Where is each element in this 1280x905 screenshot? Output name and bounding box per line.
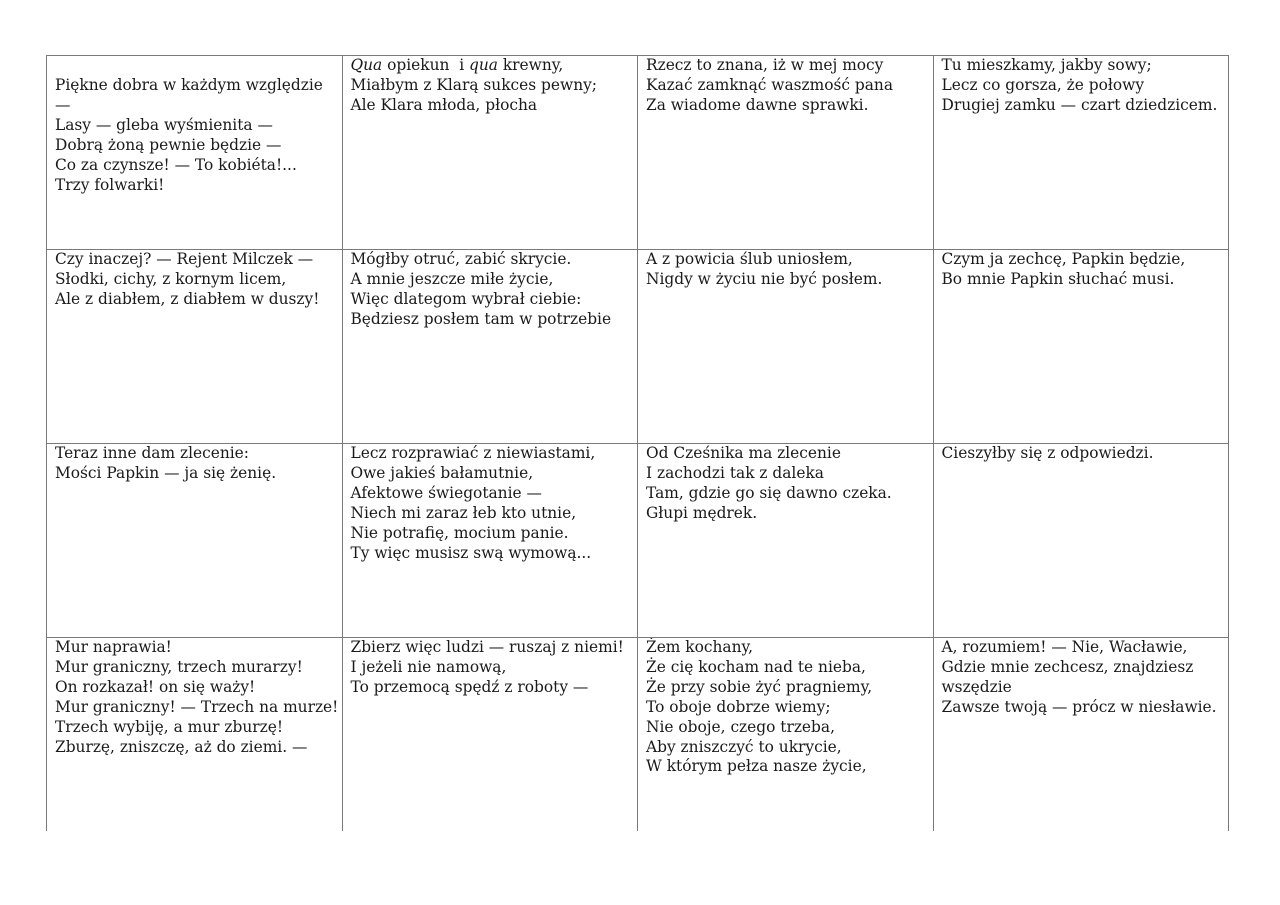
text-line: Czy inaczej? — Rejent Milczek — <box>55 250 314 268</box>
table-cell <box>933 444 1229 638</box>
table-cell <box>342 56 638 250</box>
text-line: Kazać zamknąć waszmość pana <box>646 75 894 94</box>
table-cell <box>47 250 343 444</box>
text-line: To przemocą spędź z roboty — <box>350 677 589 696</box>
text-line: Lasy — gleba wyśmienita — <box>55 115 273 134</box>
text-line-italic-qua: Qua opiekun i qua krewny, <box>350 56 564 74</box>
text-line: Ale Klara młoda, płocha <box>350 95 538 114</box>
text-line: wszędzie <box>941 677 1012 696</box>
table-cell <box>342 250 638 444</box>
table-row <box>47 638 1229 832</box>
text-line: Niech mi zaraz łeb kto utnie, <box>350 503 577 522</box>
text-line: Mości Papkin — ja się żenię. <box>55 463 277 482</box>
table-cell <box>342 638 638 832</box>
text-line: Za wiadome dawne sprawki. <box>646 95 869 114</box>
text-line: Aby zniszczyć to ukrycie, <box>646 737 842 756</box>
text-line: On rozkazał! on się waży! <box>55 677 256 696</box>
document-page <box>46 55 1229 831</box>
text-line: Ty więc musisz swą wymową... <box>350 543 592 562</box>
text-line: Mur naprawia! <box>55 638 172 656</box>
table-cell <box>638 250 934 444</box>
text-line: Zburzę, zniszczę, aż do ziemi. — <box>55 737 308 756</box>
table-cell <box>933 250 1229 444</box>
text-line: Będziesz posłem tam w potrzebie <box>350 309 612 328</box>
text-line: Afektowe świegotanie — <box>350 483 542 502</box>
table-cell <box>638 638 934 832</box>
table-cell <box>47 638 343 832</box>
text-line: To oboje dobrze wiemy; <box>646 697 831 716</box>
italic-word: qua <box>469 56 498 74</box>
table-cell <box>933 56 1229 250</box>
text-line: Tu mieszkamy, jakby sowy; <box>941 56 1152 74</box>
text-line: Zbierz więc ludzi — ruszaj z niemi! <box>350 638 624 656</box>
table-row <box>47 56 1229 250</box>
italic-word: Qua <box>350 56 383 74</box>
text-line: Więc dlategom wybrał ciebie: <box>350 289 582 308</box>
text-line: Lecz co gorsza, że połowy <box>941 75 1145 94</box>
table-row <box>47 250 1229 444</box>
table-cell <box>933 638 1229 832</box>
text-line: Że cię kocham nad te nieba, <box>646 657 866 676</box>
table-cell <box>638 444 934 638</box>
text-line: A z powicia ślub uniosłem, <box>646 250 853 268</box>
text-line: Owe jakieś bałamutnie, <box>350 463 534 482</box>
text-line: Trzech wybiję, a mur zburzę! <box>55 717 284 736</box>
table-cell <box>638 56 934 250</box>
text-line: Teraz inne dam zlecenie: <box>55 444 249 462</box>
table-row <box>47 444 1229 638</box>
text-line: Piękne dobra w każdym względzie <box>55 76 323 94</box>
text-line: Głupi mędrek. <box>646 503 758 522</box>
text-line: Nie potrafię, mocium panie. <box>350 523 569 542</box>
text-line: Nie oboje, czego trzeba, <box>646 717 835 736</box>
table-cell <box>47 444 343 638</box>
text-line: Dobrą żoną pewnie będzie — <box>55 135 282 154</box>
text-line: W którym pełza nasze życie, <box>646 757 867 776</box>
text-line: Miałbym z Klarą sukces pewny; <box>350 75 597 94</box>
text-line: I jeżeli nie namową, <box>350 657 507 676</box>
text-line: Słodki, cichy, z kornym licem, <box>55 269 287 288</box>
text-line: Że przy sobie żyć pragniemy, <box>646 677 873 696</box>
text-line: Bo mnie Papkin słuchać musi. <box>941 269 1175 288</box>
text-line: Lecz rozprawiać z niewiastami, <box>350 444 596 462</box>
text-line: Zawsze twoją — prócz w niesławie. <box>941 697 1217 716</box>
text-line: Od Cześnika ma zlecenie <box>646 444 841 462</box>
text-line: Drugiej zamku — czart dziedzicem. <box>941 95 1218 114</box>
text-line: — <box>55 95 71 114</box>
text-line: Mur graniczny, trzech murarzy! <box>55 657 303 676</box>
text-line: Nigdy w życiu nie być posłem. <box>646 269 883 288</box>
text-line: Tam, gdzie go się dawno czeka. <box>646 483 892 502</box>
quotes-table <box>46 55 1229 831</box>
text-line: I zachodzi tak z daleka <box>646 463 824 482</box>
text-line: Mógłby otruć, zabić skrycie. <box>350 250 572 268</box>
text-line: Żem kochany, <box>646 638 754 656</box>
table-cell <box>342 444 638 638</box>
text-line: Gdzie mnie zechcesz, znajdziesz <box>941 657 1194 676</box>
text-line: Ale z diabłem, z diabłem w duszy! <box>55 289 320 308</box>
text-line: Czym ja zechcę, Papkin będzie, <box>941 250 1186 268</box>
text-line: A, rozumiem! — Nie, Wacławie, <box>941 638 1188 656</box>
text-line: Co za czynsze! — To kobiéta!... <box>55 155 297 174</box>
text-line: Mur graniczny! — Trzech na murze! <box>55 697 339 716</box>
text-line: Cieszyłby się z odpowiedzi. <box>941 444 1154 462</box>
text-line: A mnie jeszcze miłe życie, <box>350 269 554 288</box>
table-cell <box>47 56 343 250</box>
text-line: Rzecz to znana, iż w mej mocy <box>646 56 884 74</box>
text-line: Trzy folwarki! <box>55 175 165 194</box>
